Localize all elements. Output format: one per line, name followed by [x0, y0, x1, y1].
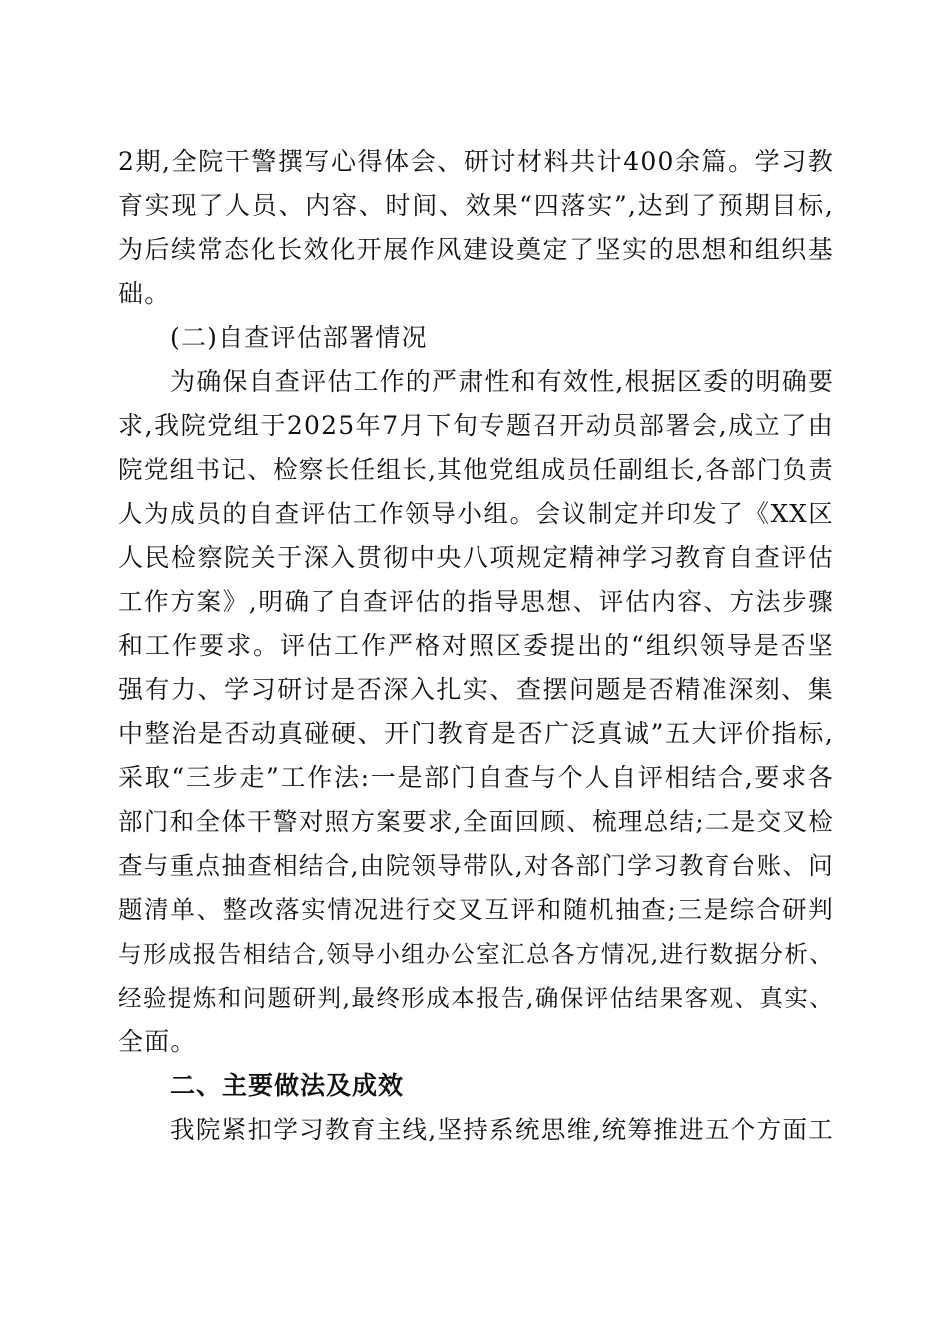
paragraph-line: 中整治是否动真碰硬、开门教育是否广泛真诚”五大评价指标, [118, 719, 834, 748]
paragraph-line: 强有力、学习研讨是否深入扎实、查摆问题是否精准深刻、集 [118, 675, 834, 704]
paragraph-line: 人民检察院关于深入贯彻中央八项规定精神学习教育自查评估 [118, 543, 834, 572]
paragraph-line: 础。 [118, 279, 171, 308]
paragraph-line: 部门和全体干警对照方案要求,全面回顾、梳理总结;二是交叉检 [118, 807, 834, 836]
paragraph-line: 工作方案》,明确了自查评估的指导思想、评估内容、方法步骤 [118, 587, 834, 616]
paragraph-line: 为后续常态化长效化开展作风建设奠定了坚实的思想和组织基 [118, 235, 834, 264]
paragraph-line: 和工作要求。评估工作严格对照区委提出的“组织领导是否坚 [118, 631, 834, 660]
paragraph-line: 2期,全院干警撰写心得体会、研讨材料共计400余篇。学习教 [118, 147, 834, 176]
paragraph-line: 人为成员的自查评估工作领导小组。会议制定并印发了《XX区 [118, 499, 834, 528]
paragraph-line: 院党组书记、检察长任组长,其他党组成员任副组长,各部门负责 [118, 455, 834, 484]
paragraph-line: 求,我院党组于2025年7月下旬专题召开动员部署会,成立了由 [118, 411, 834, 440]
paragraph-line: 为确保自查评估工作的严肃性和有效性,根据区委的明确要 [170, 367, 835, 396]
paragraph-line: 经验提炼和问题研判,最终形成本报告,确保评估结果客观、真实、 [118, 984, 834, 1012]
paragraph-line: 采取“三步走”工作法:一是部门自查与个人自评相结合,要求各 [118, 763, 834, 792]
paragraph-line: 与形成报告相结合,领导小组办公室汇总各方情况,进行数据分析、 [118, 940, 834, 968]
paragraph-line: 育实现了人员、内容、时间、效果“四落实”,达到了预期目标, [118, 191, 834, 220]
paragraph-line: 我院紧扣学习教育主线,坚持系统思维,统筹推进五个方面工 [170, 1115, 834, 1144]
section-heading: 二、主要做法及成效 [170, 1071, 405, 1100]
subsection-heading: (二)自查评估部署情况 [170, 323, 428, 352]
paragraph-line: 查与重点抽查相结合,由院领导带队,对各部门学习教育台账、问 [118, 851, 834, 880]
paragraph-line: 题清单、整改落实情况进行交叉互评和随机抽查;三是综合研判 [118, 895, 834, 924]
paragraph-line: 全面。 [118, 1027, 197, 1056]
